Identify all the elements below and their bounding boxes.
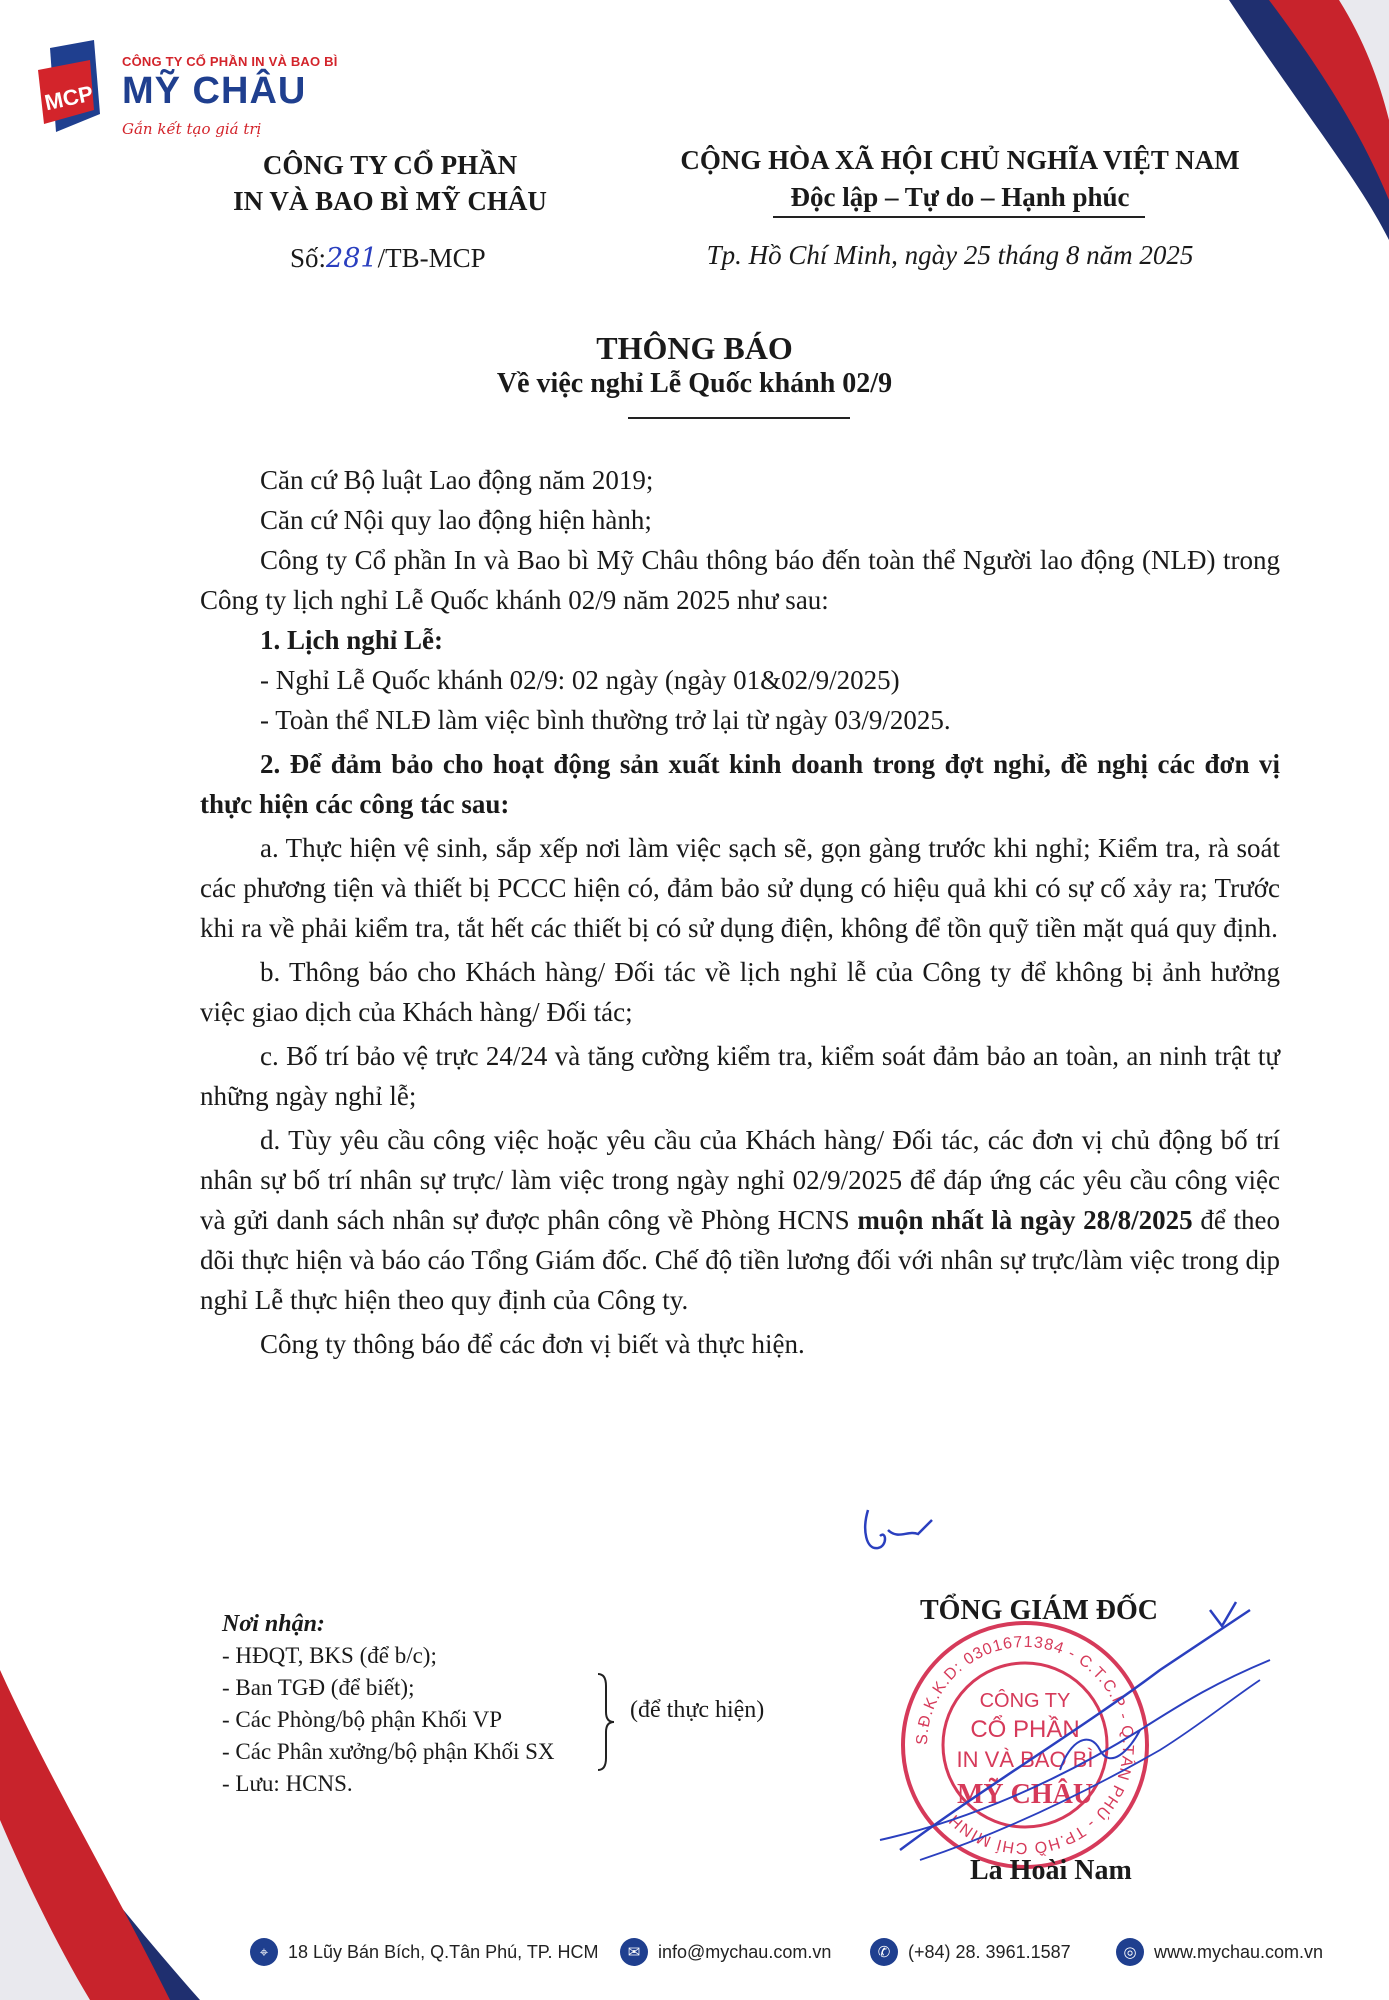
section-1-item-1: - Nghỉ Lễ Quốc khánh 02/9: 02 ngày (ngày 01&02/9/2025) — [260, 665, 900, 695]
globe-icon: ◎ — [1116, 1938, 1144, 1966]
recipient-item: - Ban TGĐ (để biết); — [222, 1675, 415, 1700]
location-pin-icon: ⌖ — [250, 1938, 278, 1966]
recipients-block — [222, 1608, 555, 1800]
stamp-ring-text: S.Đ.K.K.D: 0301671384 - C.T.C.P - Q.TÂN PHÚ - TP.HỒ CHÍ MINH — [913, 1633, 1137, 1857]
task-b: b. Thông báo cho Khách hàng/ Đối tác về lịch nghỉ lễ của Công ty để không bị ảnh hưởng việc giao dịch của Khách hàng/ Đối tác; — [200, 957, 1280, 1027]
right-brace-icon — [596, 1672, 616, 1772]
basis-1: Căn cứ Bộ luật Lao động năm 2019; — [260, 465, 654, 495]
task-d-part1: d. Tùy yêu cầu công việc hoặc yêu cầu của Khách hàng/ Đối tác, các đơn vị chủ động bố trí nhân sự bố trí nhân sự trực/ làm việc trong ngày nghỉ 02/9/2025 để đáp ứng các yêu cầu công việc và gửi danh sách nhân sự được phân công về Phòng HCNS — [200, 1125, 1280, 1235]
footer-website-text: www.mychau.com.vn — [1154, 1941, 1324, 1962]
document-subtitle: Về việc nghỉ Lễ Quốc khánh 02/9 — [496, 368, 893, 399]
stamp-line-2: CỔ PHẦN — [970, 1716, 1080, 1743]
basis-2: Căn cứ Nội quy lao động hiện hành; — [260, 505, 652, 535]
phone-icon: ✆ — [870, 1938, 898, 1966]
doc-no-handwritten: 281 — [326, 243, 378, 274]
initial-mark — [858, 1500, 938, 1560]
document-date: Tp. Hồ Chí Minh, ngày 25 tháng 8 năm 2025 — [706, 240, 1194, 270]
recipient-item: - Các Phòng/bộ phận Khối VP — [222, 1707, 503, 1732]
footer-phone — [870, 1938, 1071, 1966]
mail-icon: ✉ — [620, 1938, 648, 1966]
recipients-heading: Nơi nhận: — [222, 1611, 325, 1637]
recipient-item: - Các Phân xưởng/bộ phận Khối SX — [222, 1739, 555, 1764]
footer-phone-text: (+84) 28. 3961.1587 — [908, 1941, 1071, 1962]
bottom-left-decoration — [0, 1670, 200, 2000]
national-title: CỘNG HÒA XÃ HỘI CHỦ NGHĨA VIỆT NAM — [680, 145, 1240, 175]
task-d-part2: để theo dõi thực hiện và báo cáo Tổng Giám đốc. Chế độ tiền lương đối với nhân sự trực/làm việc trong dịp nghỉ Lễ thực hiện theo quy định của Công ty. — [200, 1205, 1280, 1315]
stamp-line-4: MỸ CHÂU — [956, 1779, 1094, 1810]
logo-slogan: Gắn kết tạo giá trị — [122, 120, 262, 138]
footer-website — [1116, 1938, 1323, 1966]
company-name-line2: IN VÀ BAO BÌ MỸ CHÂU — [233, 186, 547, 216]
footer-address-text: 18 Lũy Bán Bích, Q.Tân Phú, TP. HCM — [288, 1941, 599, 1962]
section-1-item-2: - Toàn thể NLĐ làm việc bình thường trở lại từ ngày 03/9/2025. — [260, 705, 951, 735]
recipient-item: - Lưu: HCNS. — [222, 1771, 353, 1796]
signer-title: TỔNG GIÁM ĐỐC — [920, 1595, 1158, 1626]
motto-underline — [773, 216, 1145, 218]
logo-company-line: CÔNG TY CỔ PHẦN IN VÀ BAO BÌ — [122, 54, 338, 69]
document-body — [200, 460, 1280, 1364]
document-number — [290, 243, 486, 274]
section-1-heading: 1. Lịch nghỉ Lễ: — [260, 625, 444, 655]
section-2-heading: 2. Để đảm bảo cho hoạt động sản xuất kinh doanh trong đợt nghỉ, đề nghị các đơn vị thực hiện các công tác sau: — [200, 749, 1280, 819]
footer-email-text: info@mychau.com.vn — [658, 1941, 832, 1962]
logo-brand: MỸ CHÂU — [122, 70, 307, 112]
stamp-line-1: CÔNG TY — [979, 1690, 1071, 1712]
signer-name: La Hoài Nam — [970, 1855, 1132, 1886]
task-d — [200, 1120, 1280, 1320]
title-underline — [628, 417, 850, 419]
task-d-deadline: muộn nhất là ngày 28/8/2025 — [857, 1205, 1193, 1235]
recipient-item: - HĐQT, BKS (để b/c); — [222, 1643, 437, 1668]
national-motto: Độc lập – Tự do – Hạnh phúc — [790, 182, 1130, 212]
footer-address — [250, 1938, 599, 1966]
signature-scribble — [860, 1590, 1280, 1880]
task-a: a. Thực hiện vệ sinh, sắp xếp nơi làm việc sạch sẽ, gọn gàng trước khi nghỉ; Kiểm tra, rà soát các phương tiện và thiết bị PCCC hiện có, đảm bảo sử dụng có hiệu quả khi có sự cố xảy ra; Trước khi ra về phải kiểm tra, tắt hết các thiết bị có sử dụng điện, không để tồn quỹ tiền mặt quá quy định. — [200, 833, 1280, 943]
stamp-line-3: IN VÀ BAO BÌ — [956, 1747, 1094, 1772]
doc-no-suffix: /TB-MCP — [377, 243, 486, 273]
footer — [250, 1938, 1350, 1978]
doc-no-prefix: Số: — [290, 243, 327, 273]
company-logo-icon — [30, 40, 112, 140]
task-c: c. Bố trí bảo vệ trực 24/24 và tăng cường kiểm tra, kiểm soát đảm bảo an toàn, an ninh trật tự những ngày nghỉ lễ; — [200, 1041, 1280, 1111]
recipients-note: (để thực hiện) — [630, 1697, 765, 1723]
logo-mark-text: MCP — [42, 80, 96, 116]
document-title: THÔNG BÁO — [596, 330, 793, 366]
intro-paragraph: Công ty Cổ phần In và Bao bì Mỹ Châu thông báo đến toàn thể Người lao động (NLĐ) trong Công ty lịch nghỉ Lễ Quốc khánh 02/9 năm 2025 như sau: — [200, 545, 1280, 615]
footer-email — [620, 1938, 831, 1966]
company-name-line1: CÔNG TY CỔ PHẦN — [262, 150, 518, 180]
closing-sentence: Công ty thông báo để các đơn vị biết và thực hiện. — [260, 1329, 805, 1359]
